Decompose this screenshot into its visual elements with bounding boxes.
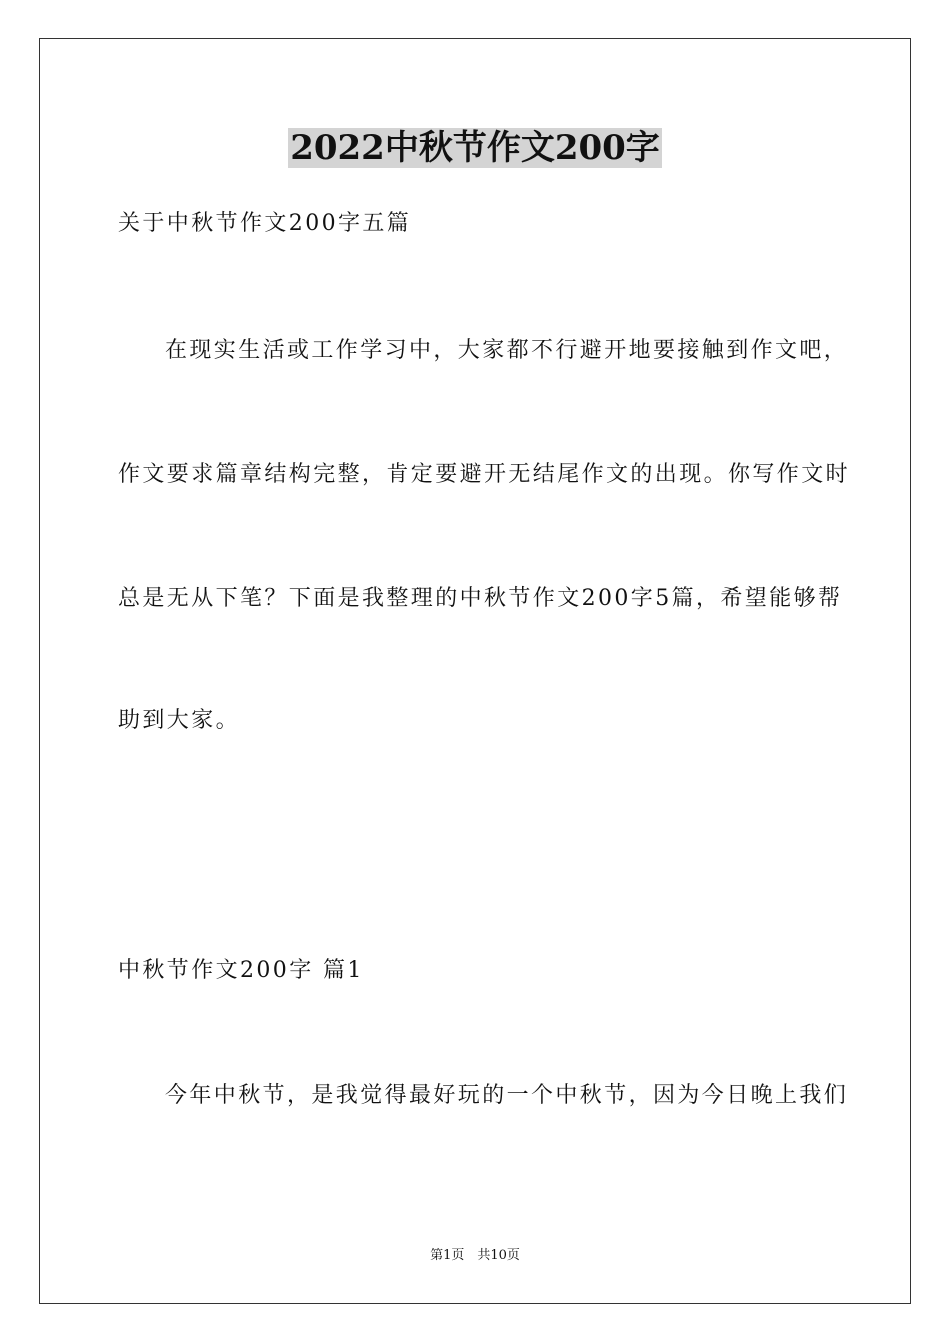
intro-line-4: 助到大家。 [118,708,241,733]
section-line-1: 今年中秋节，是我觉得最好玩的一个中秋节，因为今日晚上我们 [165,1083,849,1108]
intro-line-1: 在现实生活或工作学习中，大家都不行避开地要接触到作文吧， [165,338,849,363]
page-footer: 第1页 共10页 [430,1248,520,1263]
intro-line-2: 作文要求篇章结构完整，肯定要避开无结尾作文的出现。你写作文时 [118,462,851,487]
document-title-text: 2022中秋节作文200字 [290,128,660,168]
document-title [0,126,950,170]
section-heading: 中秋节作文200字 篇1 [118,958,364,983]
intro-line-3: 总是无从下笔？下面是我整理的中秋节作文200字5篇，希望能够帮 [118,586,843,611]
document-subtitle: 关于中秋节作文200字五篇 [118,211,412,236]
